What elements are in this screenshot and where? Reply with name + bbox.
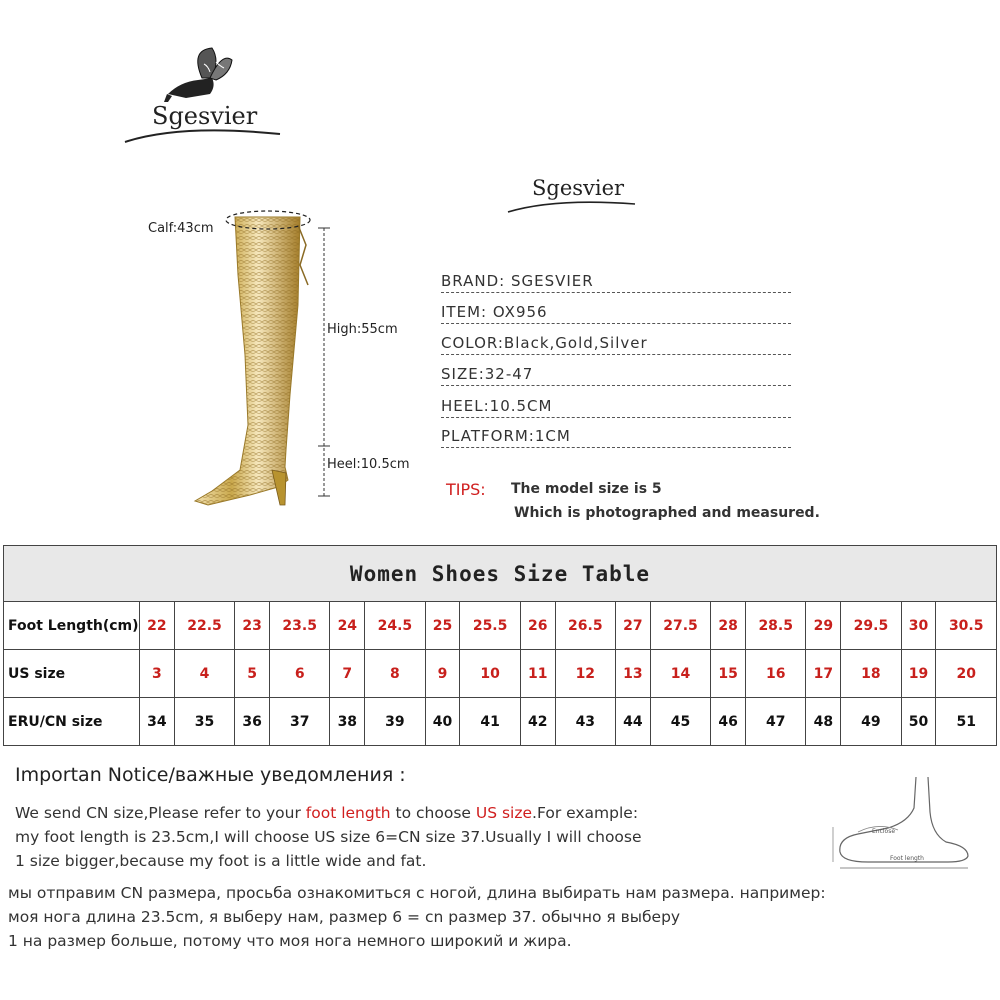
spec-item: ITEM: OX956 — [441, 301, 791, 331]
table-cell: 27.5 — [650, 602, 710, 650]
size-table — [3, 545, 997, 746]
logo-swoosh-icon — [505, 172, 640, 217]
brand-logo — [120, 42, 290, 152]
notice-highlight: US size — [475, 804, 533, 822]
logo2-text: Sgesvier — [532, 176, 625, 200]
table-cell: 8 — [365, 650, 425, 698]
table-cell: 28 — [711, 602, 746, 650]
tips-line1: The model size is 5 — [511, 481, 662, 497]
table-cell: 46 — [711, 698, 746, 746]
table-cell: 25.5 — [460, 602, 520, 650]
boot-image — [190, 205, 330, 510]
notice-text: .For example: — [532, 804, 639, 822]
table-row-eru-cn-size — [4, 698, 997, 746]
table-cell: 22.5 — [174, 602, 234, 650]
table-cell: 19 — [901, 650, 936, 698]
table-cell: 36 — [235, 698, 270, 746]
table-cell: 13 — [616, 650, 651, 698]
table-cell: 48 — [806, 698, 841, 746]
table-cell: 50 — [901, 698, 936, 746]
notice-title: Importan Notice/важные уведомления : — [15, 764, 406, 786]
table-cell: 9 — [425, 650, 460, 698]
table-cell: 16 — [746, 650, 806, 698]
table-cell: 39 — [365, 698, 425, 746]
height-measure-line — [314, 200, 334, 500]
table-cell: 29 — [806, 602, 841, 650]
foot-length-label: Foot length — [890, 855, 924, 862]
notice-ru-line2: моя нога длина 23.5cm, я выберу нам, размер 6 = cn размер 37. обычно я выберу — [8, 908, 681, 926]
table-cell: 23.5 — [270, 602, 330, 650]
table-cell: 25 — [425, 602, 460, 650]
table-cell: 44 — [616, 698, 651, 746]
table-cell: 41 — [460, 698, 520, 746]
table-cell: 11 — [520, 650, 555, 698]
table-row-foot-length — [4, 602, 997, 650]
high-measure: High:55cm — [327, 322, 398, 337]
spec-platform: PLATFORM:1CM — [441, 425, 791, 455]
row-label: Foot Length(cm) — [4, 602, 140, 650]
tips-label: TIPS: — [446, 480, 486, 499]
logo-text: Sgesvier — [152, 102, 258, 130]
table-cell: 49 — [841, 698, 901, 746]
table-cell: 34 — [140, 698, 175, 746]
tips-line2: Which is photographed and measured. — [514, 505, 820, 521]
table-cell: 18 — [841, 650, 901, 698]
table-cell: 20 — [936, 650, 997, 698]
table-cell: 29.5 — [841, 602, 901, 650]
table-cell: 30 — [901, 602, 936, 650]
boot-icon — [190, 205, 330, 510]
table-cell: 15 — [711, 650, 746, 698]
brand-logo-secondary — [505, 172, 640, 217]
spec-size: SIZE:32-47 — [441, 363, 791, 393]
notice-ru-line1: мы отправим CN размера, просьба ознакомиться с ногой, длина выбирать нам размера. например: — [8, 884, 826, 902]
table-cell: 43 — [555, 698, 615, 746]
table-cell: 40 — [425, 698, 460, 746]
table-cell: 47 — [746, 698, 806, 746]
table-cell: 12 — [555, 650, 615, 698]
table-cell: 10 — [460, 650, 520, 698]
table-cell: 27 — [616, 602, 651, 650]
spec-color: COLOR:Black,Gold,Silver — [441, 332, 791, 362]
row-label: US size — [4, 650, 140, 698]
table-cell: 37 — [270, 698, 330, 746]
table-cell: 26 — [520, 602, 555, 650]
table-cell: 35 — [174, 698, 234, 746]
notice-text: to choose — [390, 804, 476, 822]
spec-heel: HEEL:10.5CM — [441, 395, 791, 425]
table-cell: 30.5 — [936, 602, 997, 650]
butterfly-heel-icon — [120, 42, 290, 152]
table-cell: 26.5 — [555, 602, 615, 650]
notice-en-line1 — [15, 804, 638, 822]
table-cell: 22 — [140, 602, 175, 650]
notice-en-line2: my foot length is 23.5cm,I will choose US size 6=CN size 37.Usually I will choose — [15, 828, 642, 846]
table-cell: 3 — [140, 650, 175, 698]
table-cell: 5 — [235, 650, 270, 698]
enclose-label: Enclose — [872, 828, 896, 835]
heel-measure: Heel:10.5cm — [327, 457, 410, 472]
row-label: ERU/CN size — [4, 698, 140, 746]
notice-highlight: foot length — [305, 804, 391, 822]
table-row-us-size — [4, 650, 997, 698]
notice-en-line3: 1 size bigger,because my foot is a little wide and fat. — [15, 852, 427, 870]
calf-measure: Calf:43cm — [148, 221, 214, 236]
table-cell: 4 — [174, 650, 234, 698]
table-cell: 42 — [520, 698, 555, 746]
notice-ru-line3: 1 на размер больше, потому что моя нога немного широкий и жира. — [8, 932, 572, 950]
foot-diagram — [828, 772, 988, 872]
table-title: Women Shoes Size Table — [4, 546, 997, 602]
table-cell: 45 — [650, 698, 710, 746]
table-cell: 24.5 — [365, 602, 425, 650]
table-cell: 51 — [936, 698, 997, 746]
spec-brand: BRAND: SGESVIER — [441, 270, 791, 300]
notice-text: We send CN size,Please refer to your — [15, 804, 306, 822]
table-cell: 28.5 — [746, 602, 806, 650]
table-cell: 23 — [235, 602, 270, 650]
table-cell: 6 — [270, 650, 330, 698]
table-cell: 17 — [806, 650, 841, 698]
table-cell: 14 — [650, 650, 710, 698]
table-cell: 24 — [330, 602, 365, 650]
table-cell: 7 — [330, 650, 365, 698]
table-cell: 38 — [330, 698, 365, 746]
